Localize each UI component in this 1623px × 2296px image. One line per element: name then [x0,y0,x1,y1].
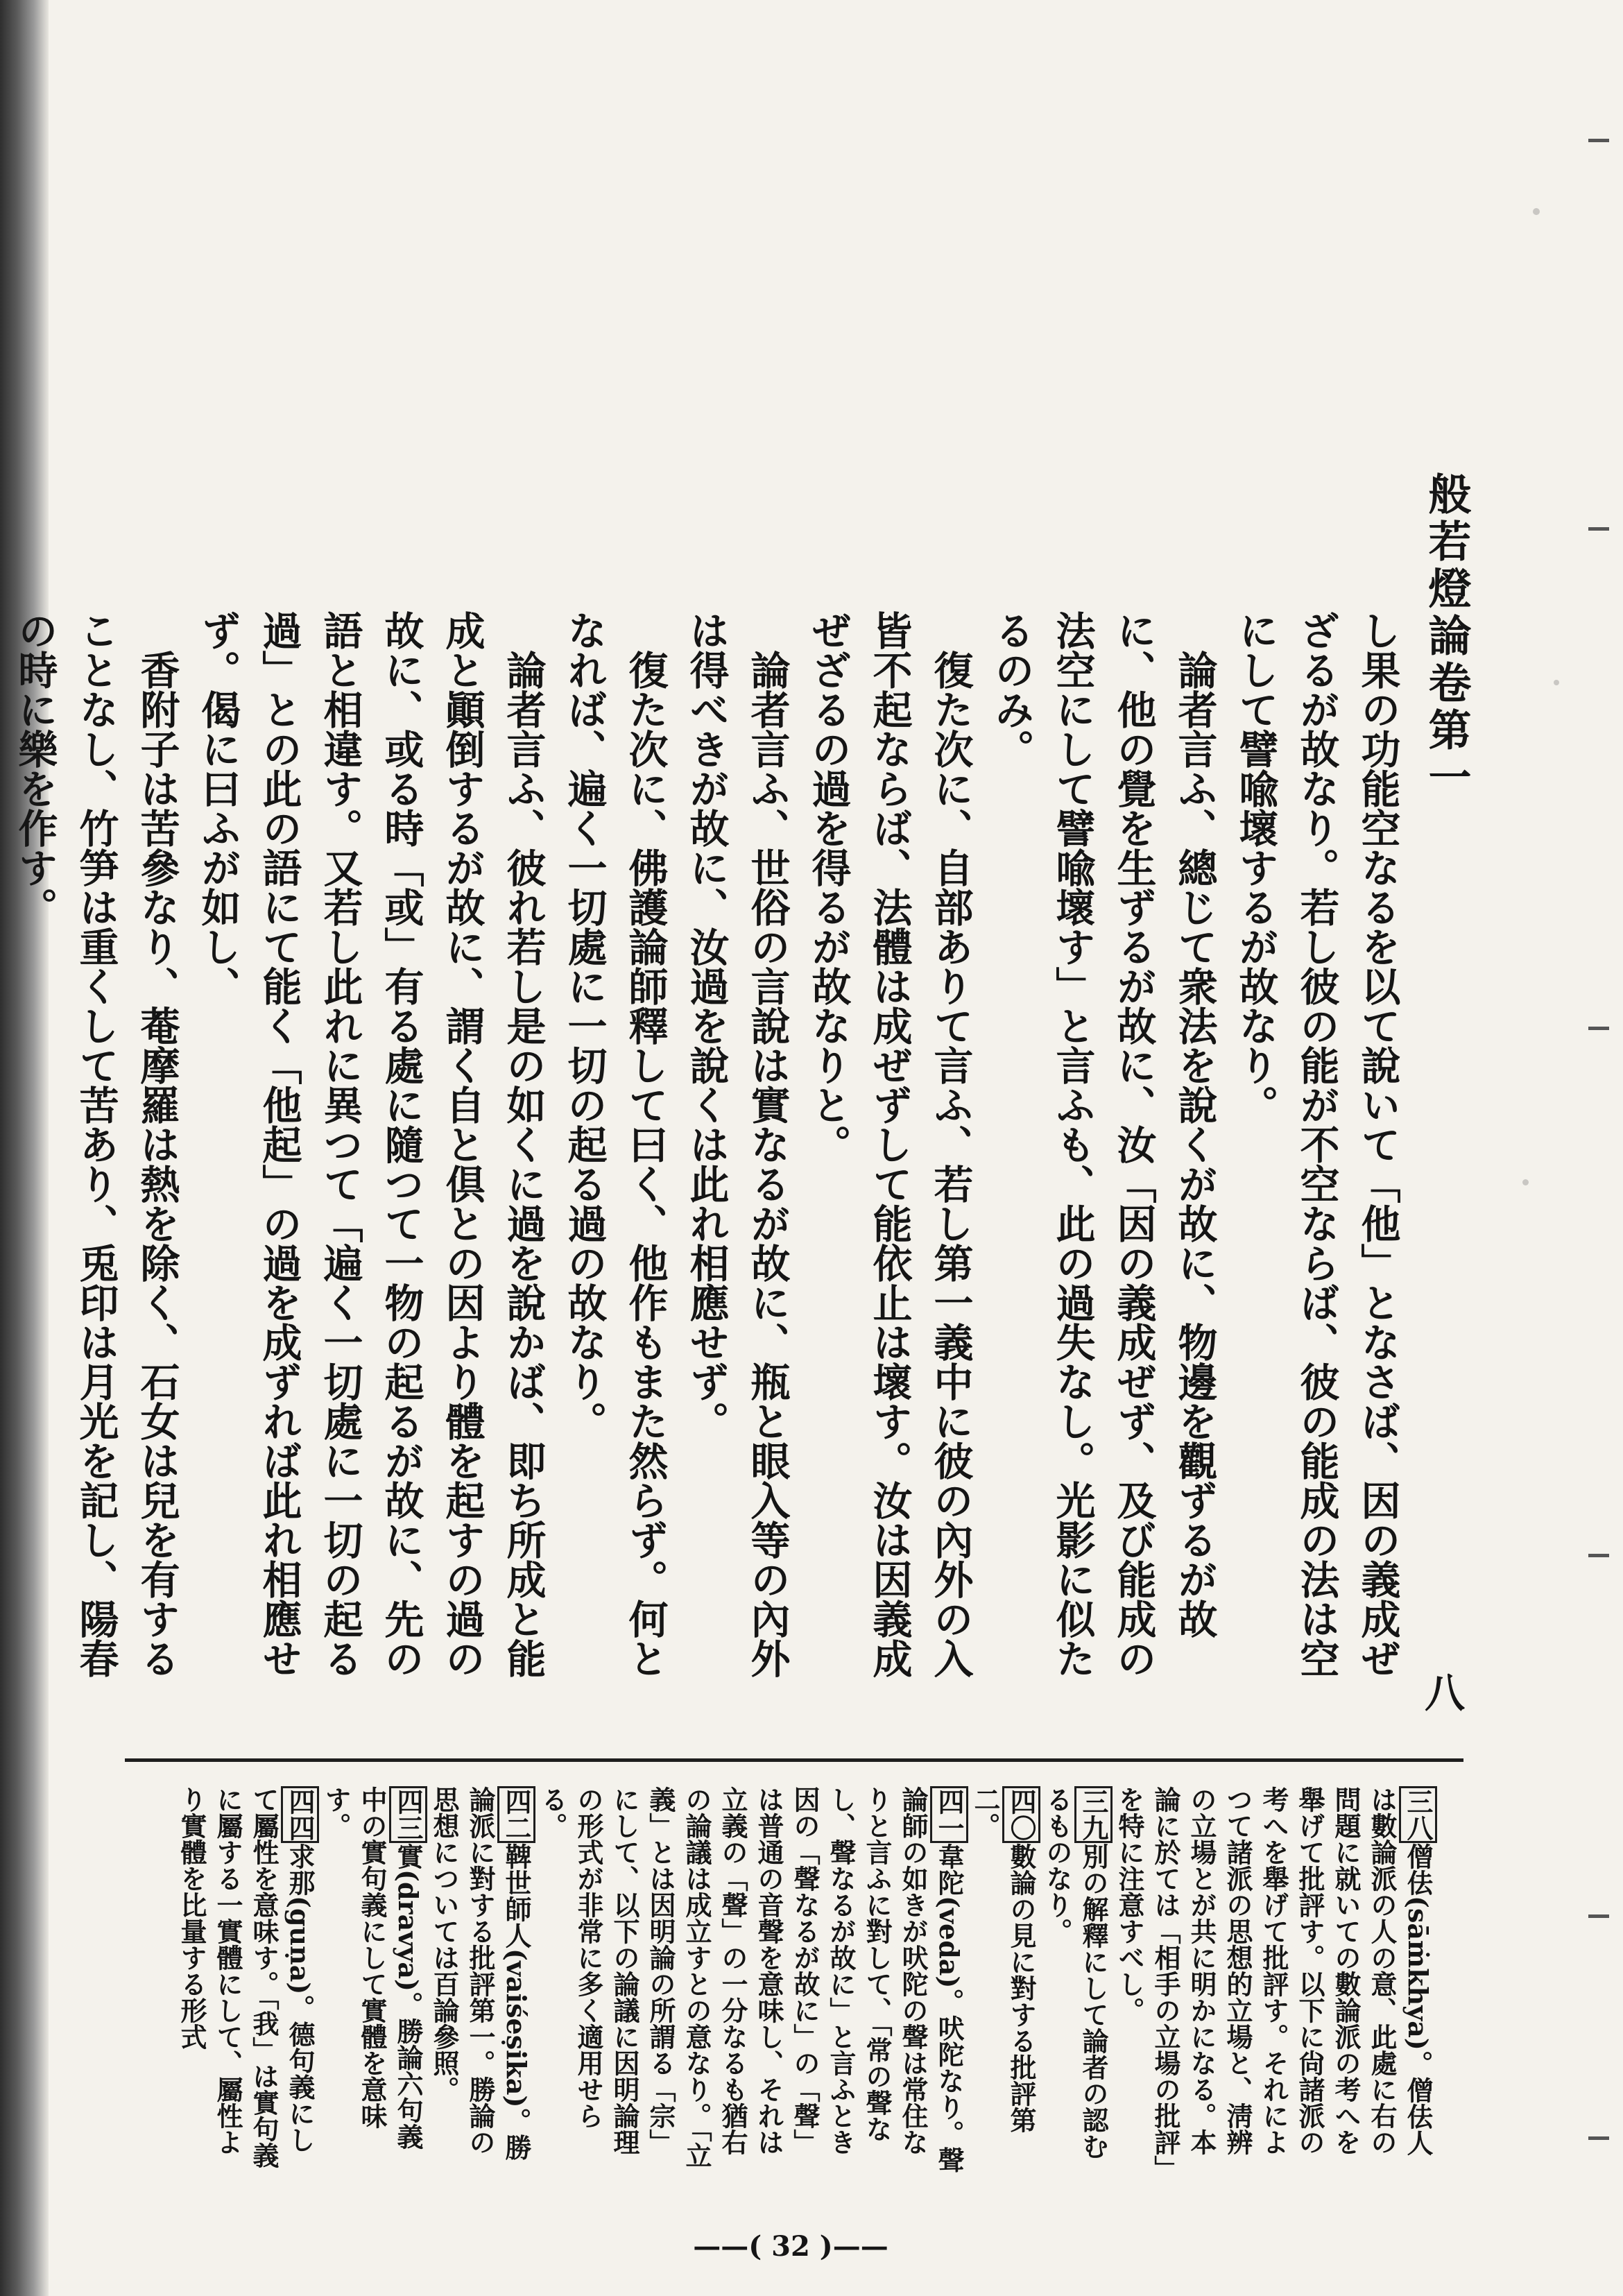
paragraph: 論者言ふ、彼れ若し是の如くに過を說かば、即ち所成と能成と顚倒するが故に、謂く自と倶との因より體を起すの過の故に、或る時「或」有る處に隨つて一物の起るが故に、先の語と相違す。又若し此れに異つて「遍く一切處に一切の起る過」との此の語にて能く「他起」の過を成ずれば此れ相應せず。偈に曰ふが如し、 [195,610,547,1678]
folio-number: 32 [771,2230,810,2263]
note-number: 四三 [389,1786,427,1843]
note-number: 四〇 [1002,1786,1040,1843]
note-number: 四一 [930,1786,968,1843]
note-number: 三九 [1074,1786,1113,1843]
annotations [132,1786,1436,2175]
paragraph [0,610,4,1693]
note-text: 鞞世師人(vaiśeṣika)。勝論派に對する批評第一。勝論の思想については百論參照。 [429,1786,532,2161]
margin-mark [1588,1554,1609,1557]
page-number-kanji: 八 [1418,1672,1465,1712]
note-number: 四四 [281,1786,319,1843]
note-item [173,1786,318,2175]
note-item [967,1786,1039,2175]
paragraph: 論者言ふ、總じて衆法を說くが故に、物邊を觀ずるが故に、他の覺を生ずるが故に、汝「因の義成ぜず、及び能成の法空にして譬喩壞す」と言ふも、此の過失なし。光影に似たるのみ。 [988,610,1218,1678]
note-text: 韋陀(veda)。吠陀なり。聲論師の如きが吠陀の聲は常住なりと言ふに對して、「常の聲なし、聲なるが故に」と言ふとき因の「聲なるが故に」の「聲」は普通の音聲を意味し、それは立義の「聲」の一分なるも猶右の論議は成立すとの意なり。「立義」とは因明論の所謂る「宗」にして、以下の論議に因明論理の形式が非常に多く適用せらる。 [537,1786,965,2173]
note-item [534,1786,967,2175]
folio-dash-left: ——( [693,2230,762,2263]
margin-mark [1588,2136,1609,2140]
margin-mark [1588,527,1609,531]
paragraph: 復た次に、自部ありて言ふ、若し第一義中に彼の內外の入皆不起ならば、法體は成ぜずして能依止は壞す。汝は因義成ぜざるの過を得るが故なりと。 [805,610,974,1678]
margin-mark [1588,139,1609,142]
note-text: 僧佉(sāṁkhya)。僧佉人は數論派の人の意、此處に右の問題に就いての數論派の考へを舉げて批評す。以下に尙諸派の考へを舉げて批評す。それによつて諸派の思想的立場と、淸辨の立場とが共に明かになる。本論に於ては「相手の立場の批評」を特に注意すべし。 [1114,1786,1434,2168]
notes-divider [125,1758,1463,1762]
folio [652,2230,929,2263]
note-number: 三八 [1399,1786,1437,1843]
scan-speckle [1522,1179,1529,1185]
paragraph: し果の功能空なるを以て說いて「他」となさば、因の義成ぜざるが故なり。若し彼の能が不空ならば、彼の能成の法は空にして譬喩壞するが故なり。 [1233,610,1401,1678]
note-text: 實(dravya)。勝論六句義中の實句義にして實體を意味す。 [320,1786,424,2150]
running-title: 般若燈論卷第一 [1421,472,1472,802]
note-item [318,1786,426,2175]
note-text: 數論の見に對する批評第二。 [970,1786,1037,2133]
note-item [426,1786,534,2175]
note-number: 四二 [497,1786,535,1843]
note-text: 別の解釋にして論者の認むるものなり。 [1042,1786,1109,2159]
margin-mark [1588,1914,1609,1918]
paragraph: 復た次に、佛護論師釋して曰く、他作もまた然らず。何となれば、遍く一切處に一切の起る過の故なり。 [561,610,669,1678]
scan-speckle [1554,680,1559,685]
scan-speckle [1533,208,1540,215]
margin-mark [1588,1027,1609,1030]
verse: 香附子は苦參なり、菴摩羅は熱を除く、石女は兒を有することなし、竹笋は重くして苦あり、兎印は月光を記し、陽春の時に樂を作す。 [12,610,180,1678]
paragraph: 論者言ふ、世俗の言說は實なるが故に、瓶と眼入等の內外は得べきが故に、汝過を說くは此れ相應せず。 [683,610,791,1678]
note-text: 求那(guṇa)。德句義にして屬性を意味す。「我」は實句義に屬する一實體にして、屬性より實體を比量する形式 [176,1786,316,2168]
body-text [12,610,1408,1693]
note-item [1039,1786,1111,2175]
note-item [1111,1786,1436,2175]
folio-dash-right: )—— [819,2230,888,2263]
